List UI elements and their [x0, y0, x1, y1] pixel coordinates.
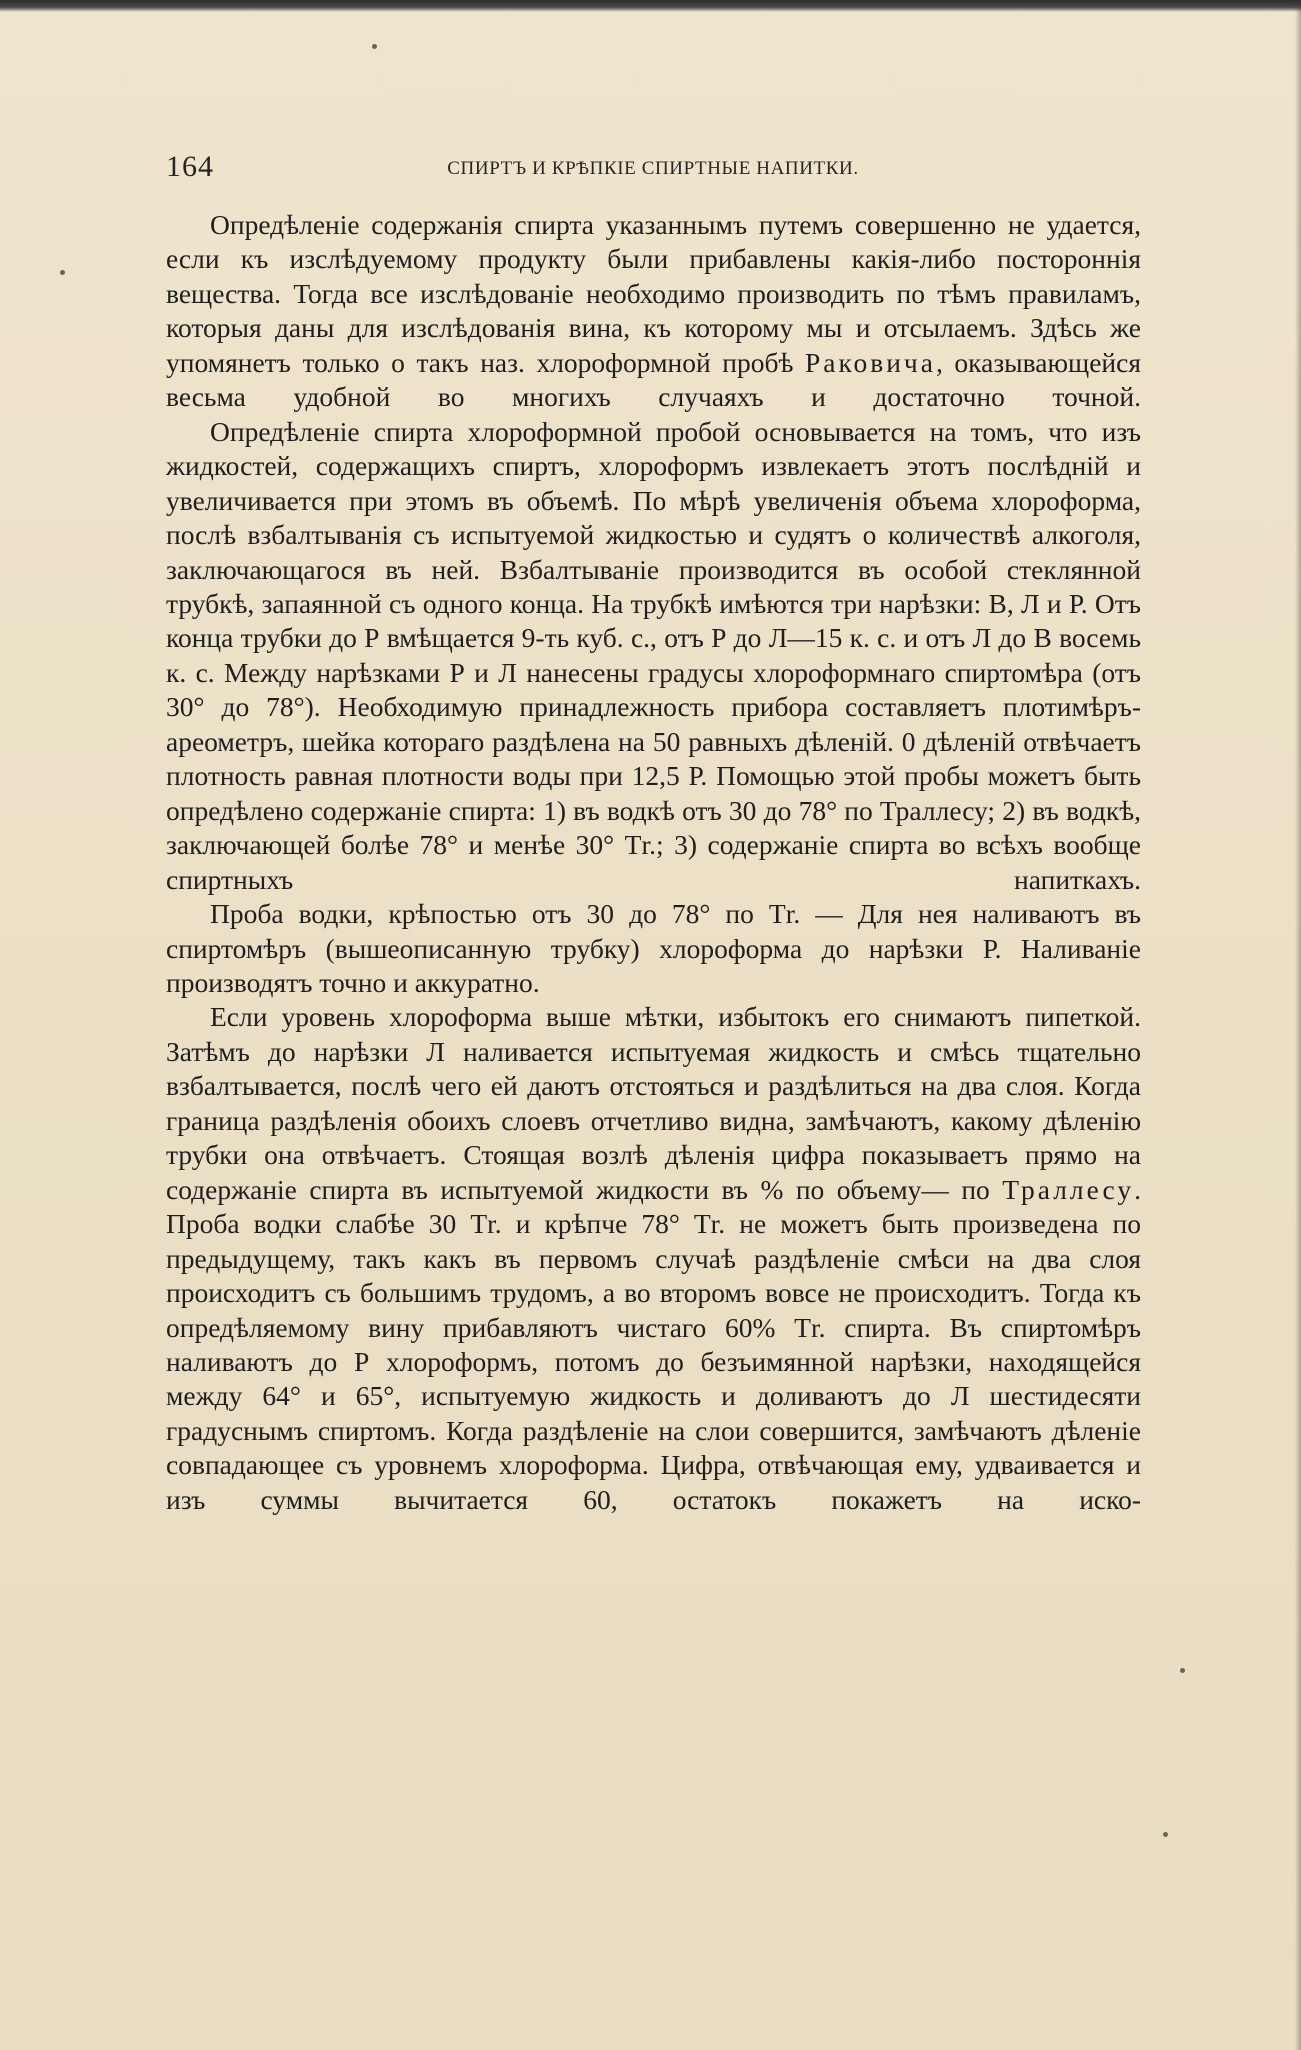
paragraph-text-tail: . Проба водки слабѣе 30 Тr. и крѣпче 78° Тr. не можетъ быть произведена по предыдущему, такъ какъ въ первомъ случаѣ раздѣленіе смѣси на два слоя происходитъ съ большимъ трудомъ, а во второмъ вовсе не происходитъ. Тогда къ опредѣляемому вину прибавляютъ чистаго 60% Тr. спирта. Въ спиртомѣръ наливаютъ до Р хлороформъ, потомъ до безъимянной нарѣзки, находящейся между 64° и 65°, испытуемую жидкость и доливаютъ до Л шестидесяти градуснымъ спиртомъ. Когда раздѣленіе на слои совершится, замѣчаютъ дѣленіе совпадающее съ уровнемъ хлороформа. Цифра, отвѣчающая ему, удваивается и изъ суммы вычитается 60, остатокъ покажетъ на иско-: [166, 1173, 1142, 1515]
paragraph: [166, 1000, 1141, 1517]
scan-right-shadow: [1295, 0, 1301, 2050]
paragraph: [166, 897, 1141, 1000]
scan-top-edge: [0, 0, 1301, 12]
paper-speck: [372, 44, 377, 49]
paper-speck: [60, 270, 65, 275]
paragraph-text: Опредѣленіе спирта хлороформной пробой основывается на томъ, что изъ жидкостей, содержащихъ спиртъ, хлороформъ извлекаетъ этотъ послѣдній и увеличивается при этомъ въ объемѣ. По мѣрѣ увеличенія объема хлороформа, послѣ взбалтыванія съ испытуемой жидкостью и судятъ о количествѣ алкоголя, заключающагося въ ней. Взбалтываніе производится въ особой стеклянной трубкѣ, запаянной съ одного конца. На трубкѣ имѣются три нарѣзки: В, Л и Р. Отъ конца трубки до Р вмѣщается 9-ть куб. с., отъ Р до Л—15 к. с. и отъ Л до В восемь к. с. Между нарѣзками Р и Л нанесены градусы хлороформнаго спиртомѣра (отъ 30° до 78°). Необходимую принадлежность прибора составляетъ плотимѣръ-ареометръ, шейка котораго раздѣлена на 50 равныхъ дѣленій. 0 дѣленій отвѣчаетъ плотность равная плотности воды при 12,5 Р. Помощью этой пробы можетъ быть опредѣлено содержаніе спирта: 1) въ водкѣ отъ 30 до 78° по Траллесу; 2) въ водкѣ, заключающей болѣе 78° и менѣе 30° Тr.; 3) содержаніе спирта во всѣхъ вообще спиртныхъ напиткахъ.: [166, 415, 1141, 895]
running-title: СПИРТЪ И КРѢПКІЕ СПИРТНЫЕ НАПИТКИ.: [447, 158, 859, 179]
paragraph-text: Если уровень хлороформа выше мѣтки, избытокъ его снимаютъ пипеткой. Затѣмъ до нарѣзки Л наливается испытуемая жидкость и смѣсь тщательно взбалтывается, послѣ чего ей даютъ отстояться и раздѣлиться на два слоя. Когда граница раздѣленія обоихъ слоевъ отчетливо видна, замѣчаютъ, какому дѣленію трубки она отвѣчаетъ. Стоящая возлѣ дѣленія цифра показываетъ прямо на содержаніе спирта въ испытуемой жидкости въ % по объему— по: [166, 1001, 1141, 1205]
paper-speck: [1163, 1832, 1168, 1837]
author-name: Траллесу: [1002, 1173, 1135, 1205]
author-name: Раковича: [805, 346, 936, 378]
paper-speck: [1180, 1668, 1185, 1673]
paragraph: [166, 415, 1141, 897]
body-text: [166, 208, 1141, 1517]
paragraph-text-tail: , оказывающейся весьма удобной во многихъ случаяхъ и достаточно точной.: [166, 346, 1141, 413]
paragraph-text: Опредѣленіе содержанія спирта указаннымъ путемъ совершенно не удается, если къ изслѣдуемому продукту были прибавлены какія-либо постороннія вещества. Тогда все изслѣдованіе необходимо производить по тѣмъ правиламъ, которыя даны для изслѣдованія вина, къ которому мы и отсылаемъ. Здѣсь же упомянетъ только о такъ наз. хлороформной пробѣ: [166, 209, 1141, 378]
page-number: 164: [166, 150, 214, 183]
paragraph-text: Проба водки, крѣпостью отъ 30 до 78° по Тr. — Для нея наливаютъ въ спиртомѣръ (вышеописанную трубку) хлороформа до нарѣзки Р. Наливаніе производятъ точно и аккуратно.: [166, 898, 1141, 998]
page-header: [166, 150, 1140, 190]
paragraph: [166, 208, 1141, 415]
